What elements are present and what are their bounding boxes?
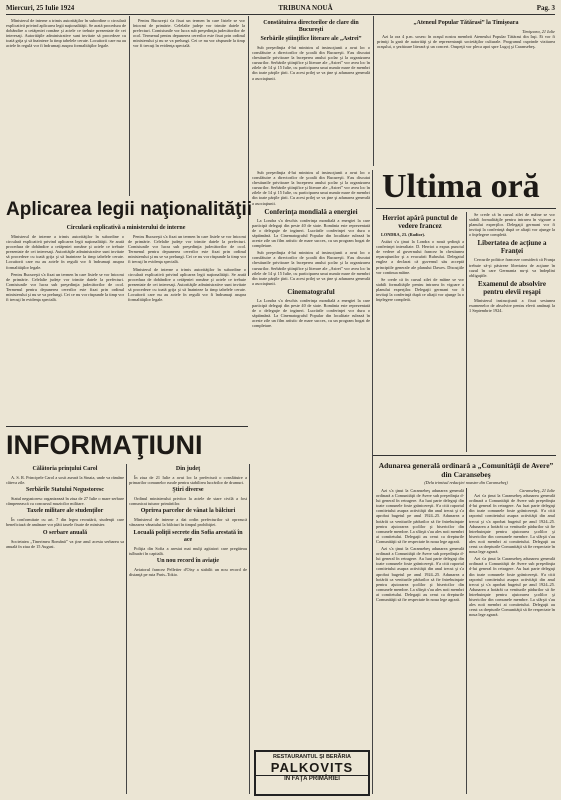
ad-line-palkovits: PALKOVITS <box>270 760 354 775</box>
column-right-top: Constătuirea directorilor de clare din Bucureşti Serbările ştiinţifice literare ale „Astrei” Sub preşedinţia d-lui ministru al instrucţiunii a avut loc o consfătuire a directorilor de şcoală din Bucureşti. S'au discutat chestiunile privitoare la începerea anului şcolar şi la organizarea cursurilor. Serbările ştiinţifice şi literare ale „Astrei” vor avea loc în zilele de 14 şi 15 Iulie, cu participarea unui număr mare de membri din toate părţile ţării. Cu acest prilej se va ţine şi adunarea generală a asociaţiunii. <box>252 20 370 81</box>
info-heading-sofia: Locuală poliţii secrete din Sofia arestată în ace <box>133 529 243 543</box>
headline-cinematograful: Cinematograful <box>287 287 335 296</box>
headline-examenul: Examenul de absolvire pentru elevii reşapi <box>478 279 546 296</box>
header-date: Miercuri, 25 Iulie 1924 <box>6 4 75 12</box>
subhead-circulara: Circulară explicativă a ministerului de interne <box>66 225 186 231</box>
header-masthead: TRIBUNA NOUĂ <box>278 4 333 12</box>
headline-consfatuire: Constătuirea directorilor de clare din Bucureşti <box>263 20 359 33</box>
header-page-number: Pag. 3 <box>536 4 555 12</box>
info-heading-2: Serbările Statului Negustoresc <box>26 487 104 494</box>
ad-line-restaurant: RESTAURANTUL ŞI BERĂRIA <box>272 754 352 760</box>
info-heading-1: Călătoria prinţului Carol <box>32 466 98 472</box>
subhead-adunarea: (Dela trimisul redacţiei noastre din Caransebeş) <box>424 480 508 485</box>
ad-line-primarie: IN FAŢA PRIMĂRIEI <box>256 775 368 782</box>
page-header <box>6 4 555 15</box>
dateline-timisoara: Timişoara, 21 Iulie <box>522 29 555 34</box>
column-middle-top: Pentru Bucureşti s'a fixat un termen în care listele se vor întocmi de primărie. Celelalte judeţe vor trimite datele la prefecturi. Comisiunile vor lucra sub preşedinţia judecătorilor de ocol. Termenul pentru depunerea cererilor este fixat prin ordinul ministerului şi nu se va prelungi. Cei ce nu vor răspunde la timp vor fi trecuţi în evidenţa specială. <box>133 18 245 49</box>
column-far-right-top: „Ateneul Popular Tătărasi” la Timişoara Timişoara, 21 Iulie Azi la ora 4 p.m. sosesc în oraşul nostru membrii Ateneului Popular Tătărasi din Iaşi. Ei vor fi primiţi la gară de autorităţi şi de reprezentanţii societăţilor culturale. Programul cuprinde vizitarea oraşului, o şezătoare literară şi un concert. Oaspeţii vor pleca apoi spre Lugoj şi Caransebeş. <box>377 20 555 50</box>
column-adunarea-2: Caransebeş, 21 Iulie Azi s'a ţinut la Caransebeş adunarea generală ordinară a Comunităţii de Avere sub preşedinţia d-lui general în retragere. Au luat parte delegaţi din toate comunele foste grănicereşti. S'a citit raportul comitetului asupra activităţii din anul trecut şi s'a aprobat bugetul pe anul 1924–25. Adunarea a hotărât ca veniturile pădurilor să fie întrebuinţate pentru ajutorarea şcolilor şi bisericilor din comunele membre. La sfârşit s'au ales noii membri ai comitetului. Delegaţii au cerut ca drepturile Comunităţii să fie respectate în noua lege agrară. Azi s'a ţinut la Caransebeş adunarea generală ordinară a Comunităţii de Avere sub preşedinţia d-lui general în retragere. Au luat parte delegaţi din toate comunele foste grănicereşti. S'a citit raportul comitetului asupra activităţii din anul trecut şi s'a aprobat bugetul pe anul 1924–25. Adunarea a hotărât ca veniturile pădurilor să fie întrebuinţate pentru ajutorarea şcolilor şi bisericilor din comunele membre. La sfârşit s'au ales noii membri ai comitetului. Delegaţii au cerut ca drepturile Comunităţii să fie respectate în noua lege agrară. <box>469 488 555 618</box>
headline-informatiuni: INFORMAŢIUNI <box>6 430 203 460</box>
column-left-body-2: Pentru Bucureşti s'a fixat un termen în care listele se vor întocmi de primărie. Celelalte judeţe vor trimite datele la prefecturi. Comisiunile vor lucra sub preşedinţia judecătorilor de ocol. Termenul pentru depunerea cererilor este fixat prin ordinul ministerului şi nu se va prelungi. Cei ce nu vor răspunde la timp vor fi trecuţi în evidenţa specială. Ministerul de interne a trimis autorităţilor în subordine o circulară explicativă privind aplicarea legii naţionalităţii. Se arată procedura de dobândire a cetăţeniei române şi actele ce trebuie prezentate de cei interesaţi. Autorităţile administrative sunt invitate să procedeze cu toată grija şi să înainteze la timp tabelele cerute. Locuitorii care nu au actele în regulă vor fi îndrumaţi asupra formalităţilor legale. <box>128 234 246 303</box>
headline-libertatea-franta: Libertatea de acţiune a Franţei <box>477 239 547 256</box>
headline-conferinta-energiei: Conferinţa mondială a energiei <box>264 207 358 216</box>
headline-adunarea-generala: Adunarea generală ordinară a „Comunităţii de Avere” din Caransebeş <box>378 461 554 479</box>
ad-palkovits <box>254 750 370 796</box>
column-informatiuni-1: Călătoria prinţului Carol A. S. R. Principele Carol a sosit aseară la Sinaia, unde va rămâne câteva zile. Serbările Statului Negustoresc Statul negustoresc organizează în ziua de 27 Iulie o mare serbare câmpenească cu concursul muzicilor militare. Taxele militare ale studenţilor În conformitate cu art. 7 din legea recrutării, studenţii care beneficiază de amânare vor plăti taxele fixate de minister. O serbare anuală Societatea „Tinerimea Română” va ţine anul acesta serbarea sa anuală în ziua de 15 August. <box>6 466 124 549</box>
headline-ultima-ora: Ultima oră <box>382 168 540 205</box>
dateline-caransebes: Caransebeş, 21 Iulie <box>519 488 555 493</box>
column-left-body: Ministerul de interne a trimis autorităţilor în subordine o circulară explicativă privind aplicarea legii naţionalităţii. Se arată procedura de dobândire a cetăţeniei române şi actele ce trebuie prezentate de cei interesaţi. Autorităţile administrative sunt invitate să procedeze cu toată grija şi să înainteze la timp tabelele cerute. Locuitorii care nu au actele în regulă vor fi îndrumaţi asupra formalităţilor legale. Pentru Bucureşti s'a fixat un termen în care listele se vor întocmi de primărie. Celelalte judeţe vor trimite datele la prefecturi. Comisiunile vor lucra sub preşedinţia judecătorilor de ocol. Termenul pentru depunerea cererilor este fixat prin ordinul ministerului şi nu se va prelungi. Cei ce nu vor răspunde la timp vor fi trecuţi în evidenţa specială. <box>6 234 124 303</box>
info-heading-stiri: Ştiri diverse <box>172 487 204 494</box>
info-heading-din-judet: Din judeţ <box>175 466 201 472</box>
column-ultima-ora-1: Herriot apără punctul de vedere francez LONDRA, 23. (Radior). Astăzi s'a ţinut la Londra o nouă şedinţă a conferinţei interaliate. D. Herriot a expus punctul de vedere al guvernului francez în chestiunea reparaţiunilor şi a evacuării Ruhrului. Delegatul englez a declarat că guvernul său acceptă principiile generale ale planului Dawes. Discuţiile vor continua mâine. Se crede că în cursul zilei de mâine se vor stabili formalităţile pentru intrarea în vigoare a planului experţilor. Delegaţii germani vor fi invitaţi la conferinţă după ce aliaţii vor ajunge la o înţelegere completă. <box>376 214 464 303</box>
column-adunarea-1: Azi s'a ţinut la Caransebeş adunarea generală ordinară a Comunităţii de Avere sub preşedinţia d-lui general în retragere. Au luat parte delegaţi din toate comunele foste grănicereşti. S'a citit raportul comitetului asupra activităţii din anul trecut şi s'a aprobat bugetul pe anul 1924–25. Adunarea a hotărât ca veniturile pădurilor să fie întrebuinţate pentru ajutorarea şcolilor şi bisericilor din comunele membre. La sfârşit s'au ales noii membri ai comitetului. Delegaţii au cerut ca drepturile Comunităţii să fie respectate în noua lege agrară. Azi s'a ţinut la Caransebeş adunarea generală ordinară a Comunităţii de Avere sub preşedinţia d-lui general în retragere. Au luat parte delegaţi din toate comunele foste grănicereşti. S'a citit raportul comitetului asupra activităţii din anul trecut şi s'a aprobat bugetul pe anul 1924–25. Adunarea a hotărât ca veniturile pădurilor să fie întrebuinţate pentru ajutorarea şcolilor şi bisericilor din comunele membre. La sfârşit s'au ales noii membri ai comitetului. Delegaţii au cerut ca drepturile Comunităţii să fie respectate în noua lege agrară. <box>376 488 464 602</box>
headline-ateneul: „Ateneul Popular Tătărasi” la Timişoara <box>413 20 519 26</box>
column-left-top: Ministerul de interne a trimis autorităţilor în subordine o circulară explicativă privind aplicarea legii naţionalităţii. Se arată procedura de dobândire a cetăţeniei române şi actele ce trebuie prezentate de cei interesaţi. Autorităţile administrative sunt invitate să procedeze cu toată grija şi să înainteze la timp tabelele cerute. Locuitorii care nu au actele în regulă vor fi îndrumaţi asupra formalităţilor legale. <box>6 18 126 49</box>
info-heading-3: Taxele militare ale studenţilor <box>26 508 104 515</box>
headline-aplicarea-legii: Aplicarea legii naţionalităţii <box>6 199 253 220</box>
headline-herriot: Herriot apără punctul de vedere francez <box>382 214 458 230</box>
column-middle-lower: Sub preşedinţia d-lui ministru al instrucţiunii a avut loc o consfătuire a directorilor de şcoală din Bucureşti. S'au discutat chestiunile privitoare la începerea anului şcolar şi la organizarea cursurilor. Serbările ştiinţifice şi literare ale „Astrei” vor avea loc în zilele de 14 şi 15 Iulie, cu participarea unui număr mare de membri din toate părţile ţării. Cu acest prilej se va ţine şi adunarea generală a asociaţiunii. Conferinţa mondială a energiei La Londra s'a deschis conferinţa mondială a energiei la care participă delegaţi din peste 40 de state. România este reprezentată de o delegaţie de ingineri. Lucrările conferinţei vor dura o săptămână. La Cinematograful Popular din localitate rulează în aceste zile un film artistic de mare succes, cu un program bogat de completare. Sub preşedinţia d-lui ministru al instrucţiunii a avut loc o consfătuire a directorilor de şcoală din Bucureşti. S'au discutat chestiunile privitoare la începerea anului şcolar şi la organizarea cursurilor. Serbările ştiinţifice şi literare ale „Astrei” vor avea loc în zilele de 14 şi 15 Iulie, cu participarea unui număr mare de membri din toate părţile ţării. Cu acest prilej se va ţine şi adunarea generală a asociaţiunii. Cinematograful La Londra s'a deschis conferinţa mondială a energiei la care participă delegaţi din peste 40 de state. România este reprezentată de o delegaţie de ingineri. Lucrările conferinţei vor dura o săptămână. La Cinematograful Popular din localitate rulează în aceste zile un film artistic de mare succes, cu un program bogat de completare. <box>252 170 370 329</box>
info-heading-4: O serbare anuală <box>42 529 88 536</box>
headline-astra: Serbările ştiinţifice literare ale „Astrei” <box>260 36 362 42</box>
column-informatiuni-2: Din judeţ În ziua de 21 Iulie a avut loc la prefectură o consfătuire a primarilor comunelor rurale pentru stabilirea lucrărilor de drumuri. Ştiri diverse Ordinul ministerului privitor la actele de stare civilă a fost comunicat tuturor primăriilor. Oprirea parcelor de vânat la bălciuri Ministerul de interne a dat ordin prefecturilor să oprească vânzarea vânatului la bălciuri în timpul prohibiţiei. Locuală poliţii secrete din Sofia arestată în ace Poliţia din Sofia a arestat mai mulţi agitatori care pregăteau tulburări în capitală. Un nou record în aviaţie Aviatorul francez Pelletier d'Oisy a stabilit un nou record de distanţă pe ruta Paris–Tokio. <box>129 466 247 577</box>
info-heading-vanat: Oprirea parcelor de vânat la bălciuri <box>140 508 236 515</box>
info-heading-aviatie: Un nou record în aviaţie <box>156 557 220 564</box>
column-ultima-ora-2: Se crede că în cursul zilei de mâine se vor stabili formalităţile pentru intrarea în vigoare a planului experţilor. Delegaţii germani vor fi invitaţi la conferinţă după ce aliaţii vor ajunge la o înţelegere completă. Libertatea de acţiune a Franţei Cercurile politice franceze consideră că Franţa trebuie să-şi păstreze libertatea de acţiune în cazul în care Germania nu-şi va îndeplini obligaţiile. Examenul de absolvire pentru elevii reşapi Ministerul instrucţiunii a fixat sesiunea examenelor de absolvire pentru elevii amânaţi la 1 Septembrie 1924. <box>469 212 555 314</box>
